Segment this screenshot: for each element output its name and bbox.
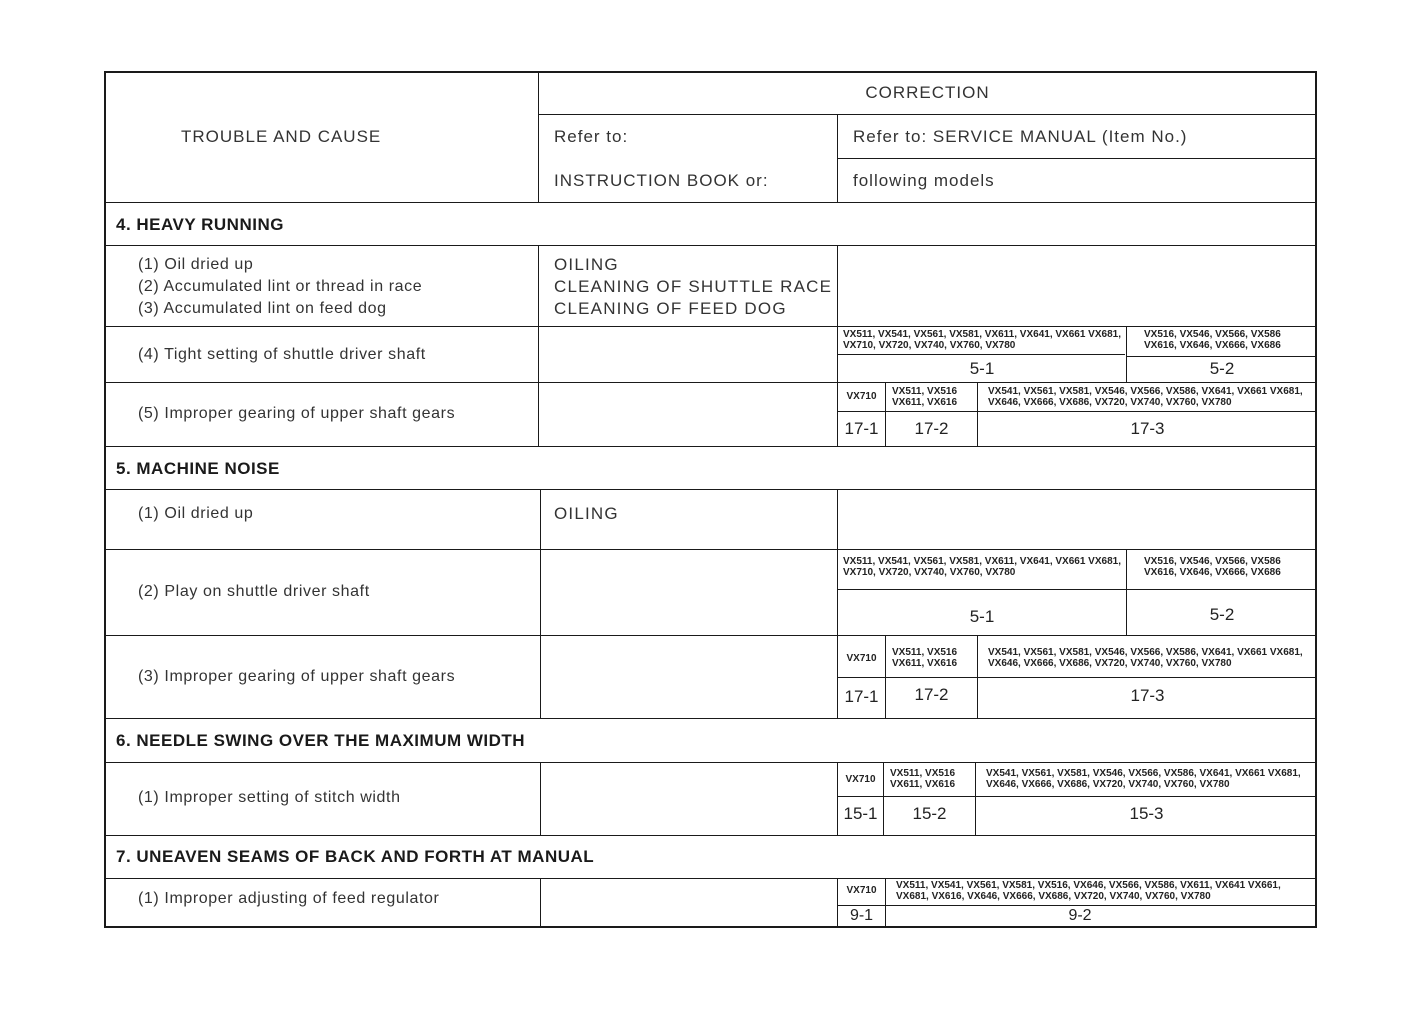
divider <box>838 354 1125 355</box>
models-group-c: VX511, VX516 VX611, VX616 <box>890 768 956 790</box>
divider <box>104 635 1317 636</box>
header-correction: CORRECTION <box>865 83 990 102</box>
ref-5-1: 5-1 <box>969 359 995 378</box>
divider <box>104 718 1317 719</box>
ref-15-3: 15-3 <box>1129 804 1164 823</box>
correction-cleaning-shuttle-race: CLEANING OF SHUTTLE RACE <box>554 277 833 296</box>
divider <box>104 446 1317 447</box>
header-service-manual: Refer to: SERVICE MANUAL (Item No.) <box>853 127 1188 146</box>
divider <box>104 326 1317 327</box>
ref-5-2: 5-2 <box>1209 359 1235 378</box>
item-accumulated-lint-race: (2) Accumulated lint or thread in race <box>138 278 423 295</box>
models-vx710: VX710 <box>846 885 877 896</box>
correction-oiling: OILING <box>554 255 619 274</box>
ref-17-1: 17-1 <box>844 687 879 706</box>
ref-5-2: 5-2 <box>1209 605 1235 624</box>
section-7-title: 7. UNEAVEN SEAMS OF BACK AND FORTH AT MANUAL <box>116 847 595 866</box>
models-group-d: VX541, VX561, VX581, VX546, VX566, VX586, VX641, VX661 VX681, VX646, VX666, VX686, VX720, VX740, VX760, VX780 <box>986 768 1301 790</box>
models-group-b: VX516, VX546, VX566, VX586 VX616, VX646, VX666, VX686 <box>1144 556 1281 578</box>
divider <box>1127 356 1317 357</box>
divider <box>538 245 539 446</box>
item-improper-feed-regulator: (1) Improper adjusting of feed regulator <box>138 890 440 907</box>
item-oil-dried-up: (1) Oil dried up <box>138 505 254 522</box>
correction-oiling: OILING <box>554 504 619 523</box>
models-vx710: VX710 <box>845 774 876 785</box>
divider <box>540 489 541 718</box>
item-accumulated-lint-feed-dog: (3) Accumulated lint on feed dog <box>138 300 387 317</box>
divider <box>104 245 1317 246</box>
models-group-d: VX541, VX561, VX581, VX546, VX566, VX586, VX641, VX661 VX681, VX646, VX666, VX686, VX720, VX740, VX760, VX780 <box>988 647 1303 669</box>
section-5-title: 5. MACHINE NOISE <box>116 459 280 478</box>
ref-17-1: 17-1 <box>844 419 879 438</box>
divider <box>837 489 838 718</box>
divider <box>104 762 1317 763</box>
ref-17-2: 17-2 <box>914 419 949 438</box>
divider <box>838 677 1317 678</box>
models-vx710: VX710 <box>846 391 877 402</box>
divider <box>540 878 541 928</box>
divider <box>837 762 838 835</box>
divider <box>104 382 1317 383</box>
divider <box>838 589 1317 590</box>
correction-cleaning-feed-dog: CLEANING OF FEED DOG <box>554 299 787 318</box>
divider <box>538 114 1317 115</box>
ref-15-2: 15-2 <box>912 804 947 823</box>
section-4-title: 4. HEAVY RUNNING <box>116 215 284 234</box>
divider <box>838 411 1317 412</box>
divider <box>837 245 838 446</box>
ref-9-2: 9-2 <box>1068 907 1092 924</box>
item-tight-setting-shuttle-driver: (4) Tight setting of shuttle driver shaft <box>138 346 426 363</box>
troubleshooting-table <box>104 71 1317 928</box>
divider <box>104 489 1317 490</box>
ref-17-3: 17-3 <box>1130 419 1165 438</box>
models-group-c: VX511, VX516 VX611, VX616 <box>892 386 958 408</box>
item-improper-stitch-width: (1) Improper setting of stitch width <box>138 789 401 806</box>
header-following-models: following models <box>853 171 995 190</box>
header-instruction-book: INSTRUCTION BOOK or: <box>554 171 769 190</box>
divider <box>104 878 1317 879</box>
ref-5-1: 5-1 <box>969 607 995 626</box>
divider <box>975 762 976 835</box>
ref-9-1: 9-1 <box>849 907 874 924</box>
divider <box>838 796 1317 797</box>
item-play-shuttle-driver: (2) Play on shuttle driver shaft <box>138 583 370 600</box>
divider <box>883 762 884 835</box>
divider <box>540 762 541 835</box>
ref-17-2: 17-2 <box>914 685 949 704</box>
models-group-b: VX516, VX546, VX566, VX586 VX616, VX646, VX666, VX686 <box>1144 329 1281 351</box>
item-oil-dried-up: (1) Oil dried up <box>138 256 254 273</box>
divider <box>838 905 1317 906</box>
header-trouble-and-cause: TROUBLE AND CAUSE <box>181 127 382 146</box>
item-improper-gearing: (3) Improper gearing of upper shaft gears <box>138 668 456 685</box>
ref-15-1: 15-1 <box>843 804 878 823</box>
item-improper-gearing: (5) Improper gearing of upper shaft gears <box>138 405 456 422</box>
divider <box>104 202 1317 203</box>
divider <box>838 158 1317 159</box>
ref-17-3: 17-3 <box>1130 686 1165 705</box>
models-group-e: VX511, VX541, VX561, VX581, VX516, VX646, VX566, VX586, VX611, VX641 VX661, VX681, VX616, VX646, VX666, VX686, VX720, VX740, VX760, VX780 <box>896 880 1281 902</box>
models-vx710: VX710 <box>846 653 877 664</box>
models-group-a: VX511, VX541, VX561, VX581, VX611, VX641, VX661 VX681, VX710, VX720, VX740, VX760, VX780 <box>843 329 1121 351</box>
divider <box>104 549 1317 550</box>
section-6-title: 6. NEEDLE SWING OVER THE MAXIMUM WIDTH <box>116 731 526 750</box>
models-group-d: VX541, VX561, VX581, VX546, VX566, VX586, VX641, VX661 VX681, VX646, VX666, VX686, VX720, VX740, VX760, VX780 <box>988 386 1303 408</box>
header-refer-to: Refer to: <box>554 127 629 146</box>
divider <box>104 835 1317 836</box>
models-group-c: VX511, VX516 VX611, VX616 <box>892 647 958 669</box>
models-group-a: VX511, VX541, VX561, VX581, VX611, VX641, VX661 VX681, VX710, VX720, VX740, VX760, VX780 <box>843 556 1121 578</box>
